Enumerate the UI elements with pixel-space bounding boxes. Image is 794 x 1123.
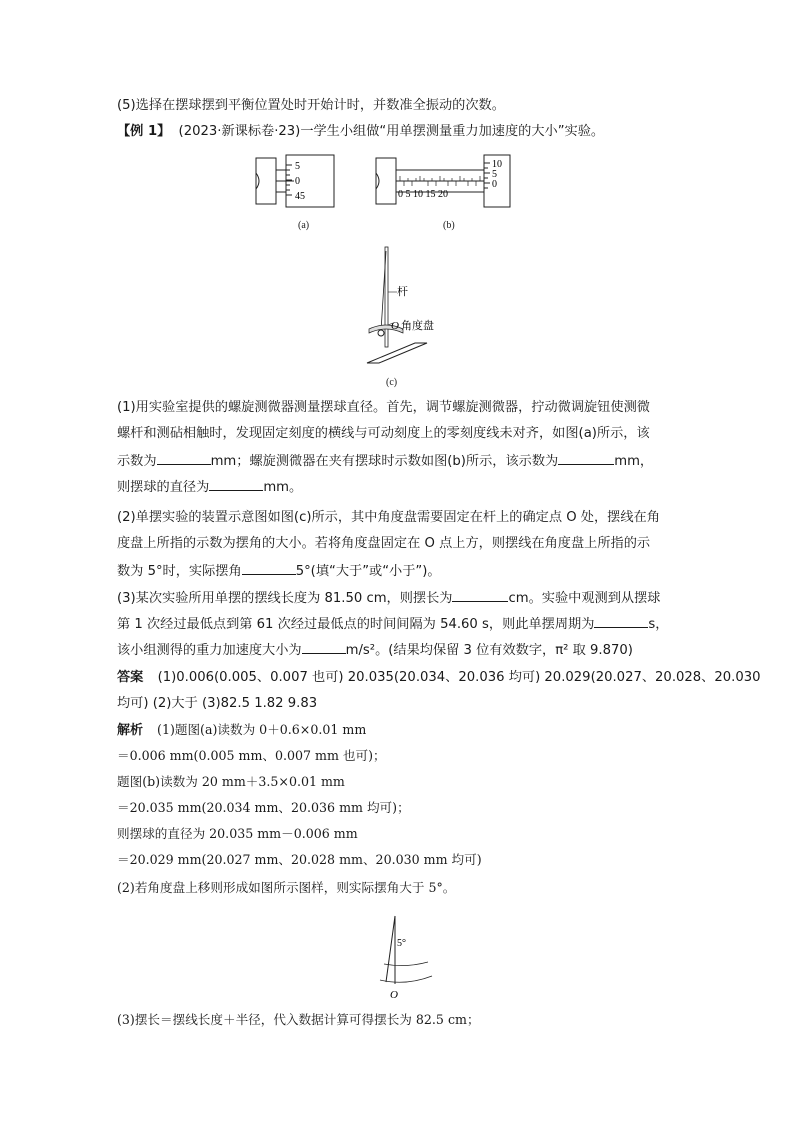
angle-diagram xyxy=(370,912,440,1004)
q1-text-4b: mm。 xyxy=(263,480,303,495)
analysis-line-6: ＝20.029 mm(20.027 mm、20.028 mm、20.030 mm 均可) xyxy=(117,852,482,867)
q1-blank-diameter[interactable] xyxy=(209,476,263,491)
label-angle-disk: 角度盘 xyxy=(401,320,434,332)
analysis-line-8: (3)摆长＝摆线长度＋半径，代入数据计算可得摆长为 82.5 cm； xyxy=(117,1012,480,1027)
answer-line-2: 均可) (2)大于 (3)82.5 1.82 9.83 xyxy=(117,696,318,711)
q1-blank-ball-reading[interactable] xyxy=(558,450,614,465)
q3-blank-length[interactable] xyxy=(452,587,508,602)
answer-line-1 xyxy=(117,668,761,688)
fig-b-main-scale: 0 5 10 15 20 xyxy=(398,189,448,200)
analysis-line-5: 则摆球的直径为 20.035 mm－0.006 mm xyxy=(117,826,358,841)
figure-b-caption: (b) xyxy=(443,220,455,231)
figure-c-caption: (c) xyxy=(386,377,398,388)
analysis-line-1 xyxy=(117,720,366,741)
fig-a-tick-5: 5 xyxy=(295,161,300,172)
q3-text-3a: 该小组测得的重力加速度大小为 xyxy=(117,643,302,658)
fig-b-tick-10: 10 xyxy=(492,159,502,170)
q2-text-3b: 5°(填“大于”或“小于”)。 xyxy=(295,564,441,579)
q2-line-2: 度盘上所指的示数为摆角的大小。若将角度盘固定在 O 点上方，则摆线在角度盘上所指的示 xyxy=(117,536,651,551)
angle-label: 5° xyxy=(397,938,406,949)
q3-blank-gravity[interactable] xyxy=(302,639,346,654)
analysis-line-2: ＝0.006 mm(0.005 mm、0.007 mm 也可)； xyxy=(117,748,386,763)
q2-blank-angle[interactable] xyxy=(242,560,296,575)
q1-text-4a: 则摆球的直径为 xyxy=(117,480,210,495)
analysis-label: 解析 xyxy=(117,723,144,738)
example-label: 【例 1】 xyxy=(117,124,171,139)
q1-line-1: (1)用实验室提供的螺旋测微器测量摆球直径。首先，调节螺旋测微器，拧动微调旋钮使测微 xyxy=(117,400,650,415)
q3-text-3b: m/s²。(结果均保留 3 位有效数字，π² 取 9.870) xyxy=(345,643,633,658)
example-title: 一学生小组做“用单摆测量重力加速度的大小”实验。 xyxy=(300,124,605,139)
q2-text-3a: 数为 5°时，实际摆角 xyxy=(117,564,242,579)
micrometer-figure-b xyxy=(374,153,514,213)
q3-line-2 xyxy=(117,613,668,635)
q3-line-3 xyxy=(117,639,633,661)
figure-a-caption: (a) xyxy=(298,220,310,231)
label-rod: 杆 xyxy=(397,286,408,298)
q3-text-1a: (3)某次实验所用单摆的摆线长度为 81.50 cm，则摆长为 xyxy=(117,591,453,606)
intro-text: (5)选择在摆球摆到平衡位置处时开始计时，并数准全振动的次数。 xyxy=(117,98,505,113)
q1-text-3c: mm， xyxy=(614,454,654,469)
fig-a-tick-0: 0 xyxy=(295,176,300,187)
q2-line-3 xyxy=(117,560,441,582)
q3-line-1 xyxy=(117,587,660,609)
q3-blank-period[interactable] xyxy=(594,613,648,628)
analysis-text-1: (1)题图(a)读数为 0＋0.6×0.01 mm xyxy=(157,722,367,737)
analysis-line-4: ＝20.035 mm(20.034 mm、20.036 mm 均可)； xyxy=(117,800,410,815)
analysis-line-7: (2)若角度盘上移则形成如图所示图样，则实际摆角大于 5°。 xyxy=(117,880,456,895)
q1-line-3 xyxy=(117,450,653,472)
q3-text-2a: 第 1 次经过最低点到第 61 次经过最低点的时间间隔为 54.60 s，则此单摆周期为 xyxy=(117,617,595,632)
example-heading xyxy=(117,122,604,142)
answer-text-1: (1)0.006(0.005、0.007 也可) 20.035(20.034、20.036 均可) 20.029(20.027、20.028、20.030 xyxy=(157,670,761,685)
micrometer-figure-a xyxy=(254,153,338,213)
q3-text-2b: s， xyxy=(648,617,669,632)
q3-text-1b: cm。实验中观测到从摆球 xyxy=(508,591,661,606)
fig-a-tick-45: 45 xyxy=(295,191,305,202)
pendulum-apparatus-figure-c xyxy=(355,245,465,375)
fig-b-tick-0: 0 xyxy=(492,179,497,190)
q2-line-1: (2)单摆实验的装置示意图如图(c)所示，其中角度盘需要固定在杆上的确定点 O 处，摆线在角 xyxy=(117,510,660,525)
q1-line-2: 螺杆和测砧相触时，发现固定刻度的横线与可动刻度上的零刻度线未对齐，如图(a)所示，该 xyxy=(117,426,650,441)
q1-blank-zero-reading[interactable] xyxy=(157,450,211,465)
label-point-o: O xyxy=(391,320,399,332)
angle-point-o: O xyxy=(390,989,398,1001)
q1-text-3b: mm；螺旋测微器在夹有摆球时示数如图(b)所示，该示数为 xyxy=(210,454,559,469)
example-source: (2023·新课标卷·23) xyxy=(178,124,301,139)
q1-text-3a: 示数为 xyxy=(117,454,157,469)
fig-b-tick-5: 5 xyxy=(492,169,497,180)
answer-label: 答案 xyxy=(117,670,144,685)
analysis-line-3: 题图(b)读数为 20 mm＋3.5×0.01 mm xyxy=(117,774,345,789)
q1-line-4 xyxy=(117,476,302,498)
